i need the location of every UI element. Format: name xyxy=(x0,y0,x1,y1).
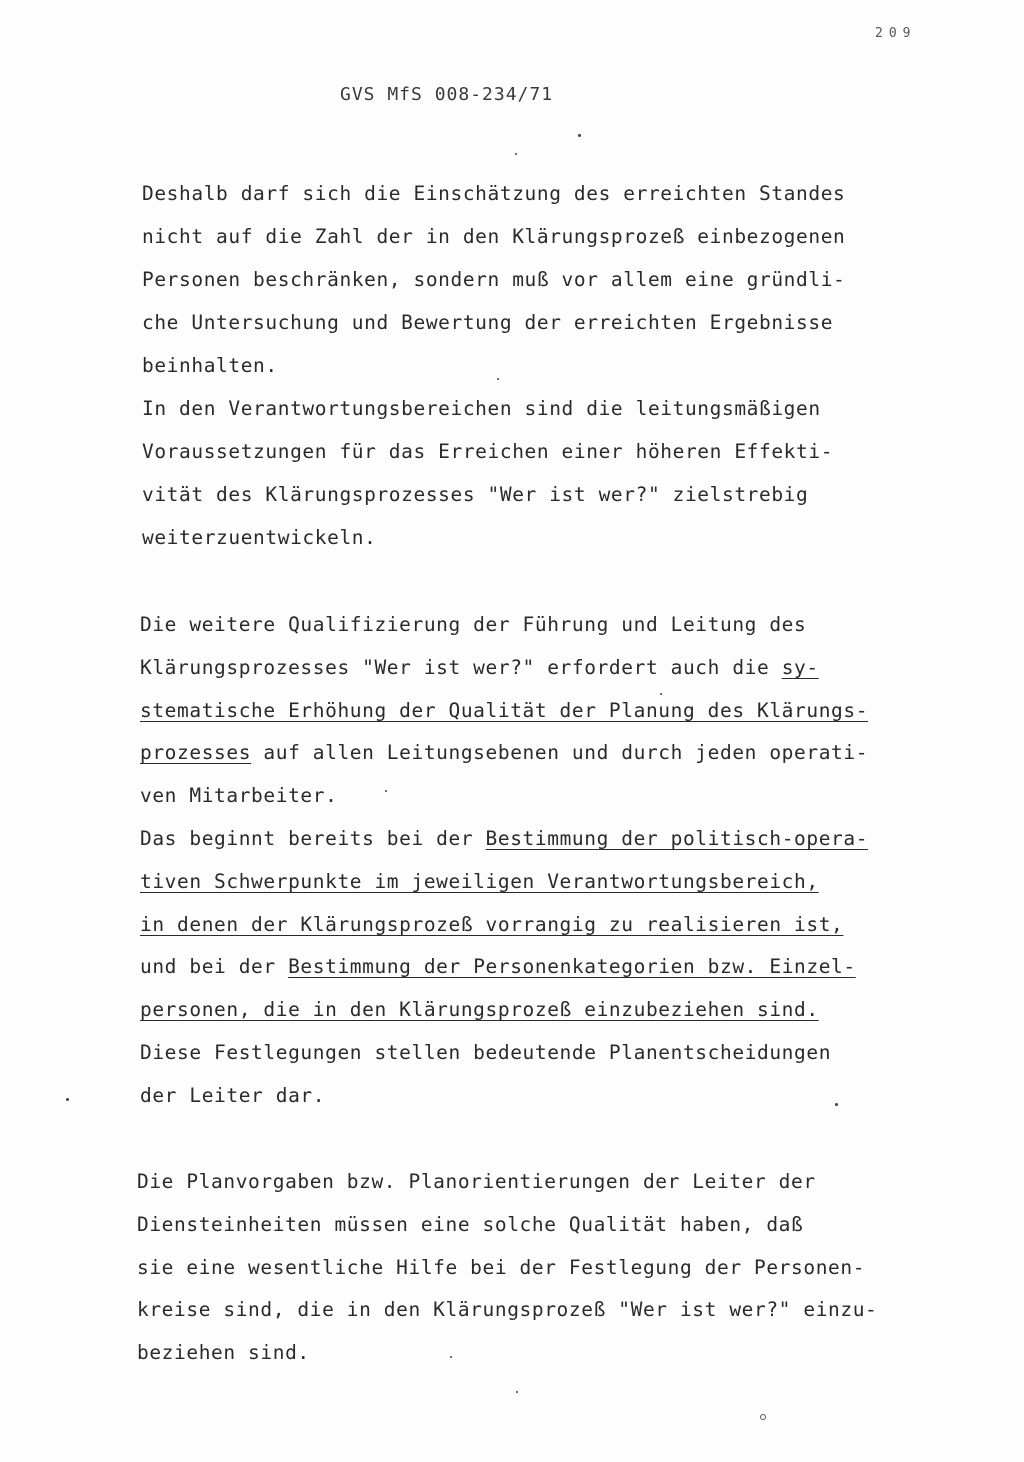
text-run: In den Verantwortungsbereichen sind die leitungsmäßigen xyxy=(142,397,821,420)
page-number: 209 xyxy=(875,26,917,41)
document-reference: GVS MfS 008-234/71 xyxy=(340,84,554,105)
text-line xyxy=(140,953,856,981)
text-line xyxy=(140,1039,831,1067)
underlined-text: personen, die in den Klärungsprozeß einzubeziehen sind. xyxy=(140,998,819,1021)
text-line xyxy=(140,1082,325,1110)
scan-speck xyxy=(660,693,662,695)
scan-speck xyxy=(497,378,499,380)
text-run: der Leiter dar. xyxy=(140,1084,326,1107)
text-line xyxy=(137,1254,865,1282)
text-run: ven Mitarbeiter. xyxy=(140,784,338,807)
text-line xyxy=(142,266,845,294)
text-run: kreise sind, die in den Klärungsprozeß "Wer ist wer?" einzu- xyxy=(137,1298,878,1321)
underlined-text: prozesses xyxy=(140,741,252,764)
underlined-text: sy- xyxy=(781,656,819,679)
scan-speck xyxy=(66,1098,69,1101)
text-run: vität des Klärungsprozesses "Wer ist wer?" zielstrebig xyxy=(142,483,809,506)
scan-speck xyxy=(450,1356,452,1358)
text-run: beziehen sind. xyxy=(137,1341,310,1364)
text-line xyxy=(137,1168,816,1196)
text-line xyxy=(140,825,868,853)
text-run: weiterzuentwickeln. xyxy=(142,526,377,549)
text-line xyxy=(142,438,833,466)
text-run: Deshalb darf sich die Einschätzung des erreichten Standes xyxy=(142,182,846,205)
text-line xyxy=(140,911,843,939)
text-run: che Untersuchung und Bewertung der erreichten Ergebnisse xyxy=(142,311,834,334)
scan-speck xyxy=(515,153,517,155)
text-run: Diese Festlegungen stellen bedeutende Planentscheidungen xyxy=(140,1041,832,1064)
text-line xyxy=(142,223,845,251)
text-line xyxy=(140,697,868,725)
text-line xyxy=(140,654,819,682)
text-line xyxy=(142,180,845,208)
text-run: Personen beschränken, sondern muß vor allem eine gründli- xyxy=(142,268,846,291)
text-line xyxy=(142,481,808,509)
scan-speck xyxy=(760,1414,766,1420)
text-line xyxy=(142,309,833,337)
text-run: beinhalten. xyxy=(142,354,278,377)
text-run: Die weitere Qualifizierung der Führung und Leitung des xyxy=(140,613,807,636)
underlined-text: in denen der Klärungsprozeß vorrangig zu realisieren ist, xyxy=(140,913,844,936)
scan-speck xyxy=(385,790,387,792)
text-line xyxy=(137,1339,310,1367)
text-line xyxy=(142,524,376,552)
text-line xyxy=(142,352,278,380)
text-run: Diensteinheiten müssen eine solche Qualität haben, daß xyxy=(137,1213,804,1236)
underlined-text: tiven Schwerpunkte im jeweiligen Verantwortungsbereich, xyxy=(140,870,819,893)
text-line xyxy=(137,1296,877,1324)
text-run: Das beginnt bereits bei der xyxy=(140,827,486,850)
text-run: Klärungsprozesses "Wer ist wer?" erfordert auch die xyxy=(140,656,782,679)
text-line xyxy=(140,868,819,896)
text-line xyxy=(140,996,819,1024)
text-run: Die Planvorgaben bzw. Planorientierungen der Leiter der xyxy=(137,1170,816,1193)
text-run: auf allen Leitungsebenen und durch jeden operati- xyxy=(251,741,869,764)
text-line xyxy=(142,395,821,423)
underlined-text: Bestimmung der Personenkategorien bzw. Einzel- xyxy=(288,955,856,978)
text-line xyxy=(137,1211,803,1239)
text-line xyxy=(140,782,337,810)
scan-speck xyxy=(835,1103,838,1106)
scan-speck xyxy=(516,1391,518,1393)
text-run: sie eine wesentliche Hilfe bei der Festlegung der Personen- xyxy=(137,1256,866,1279)
text-run: und bei der xyxy=(140,955,289,978)
underlined-text: Bestimmung der politisch-opera- xyxy=(485,827,869,850)
text-run: Voraussetzungen für das Erreichen einer höheren Effekti- xyxy=(142,440,834,463)
text-line xyxy=(140,611,806,639)
text-run: nicht auf die Zahl der in den Klärungsprozeß einbezogenen xyxy=(142,225,846,248)
scan-speck xyxy=(578,134,581,137)
text-line xyxy=(140,739,868,767)
underlined-text: stematische Erhöhung der Qualität der Planung des Klärungs- xyxy=(140,699,869,722)
